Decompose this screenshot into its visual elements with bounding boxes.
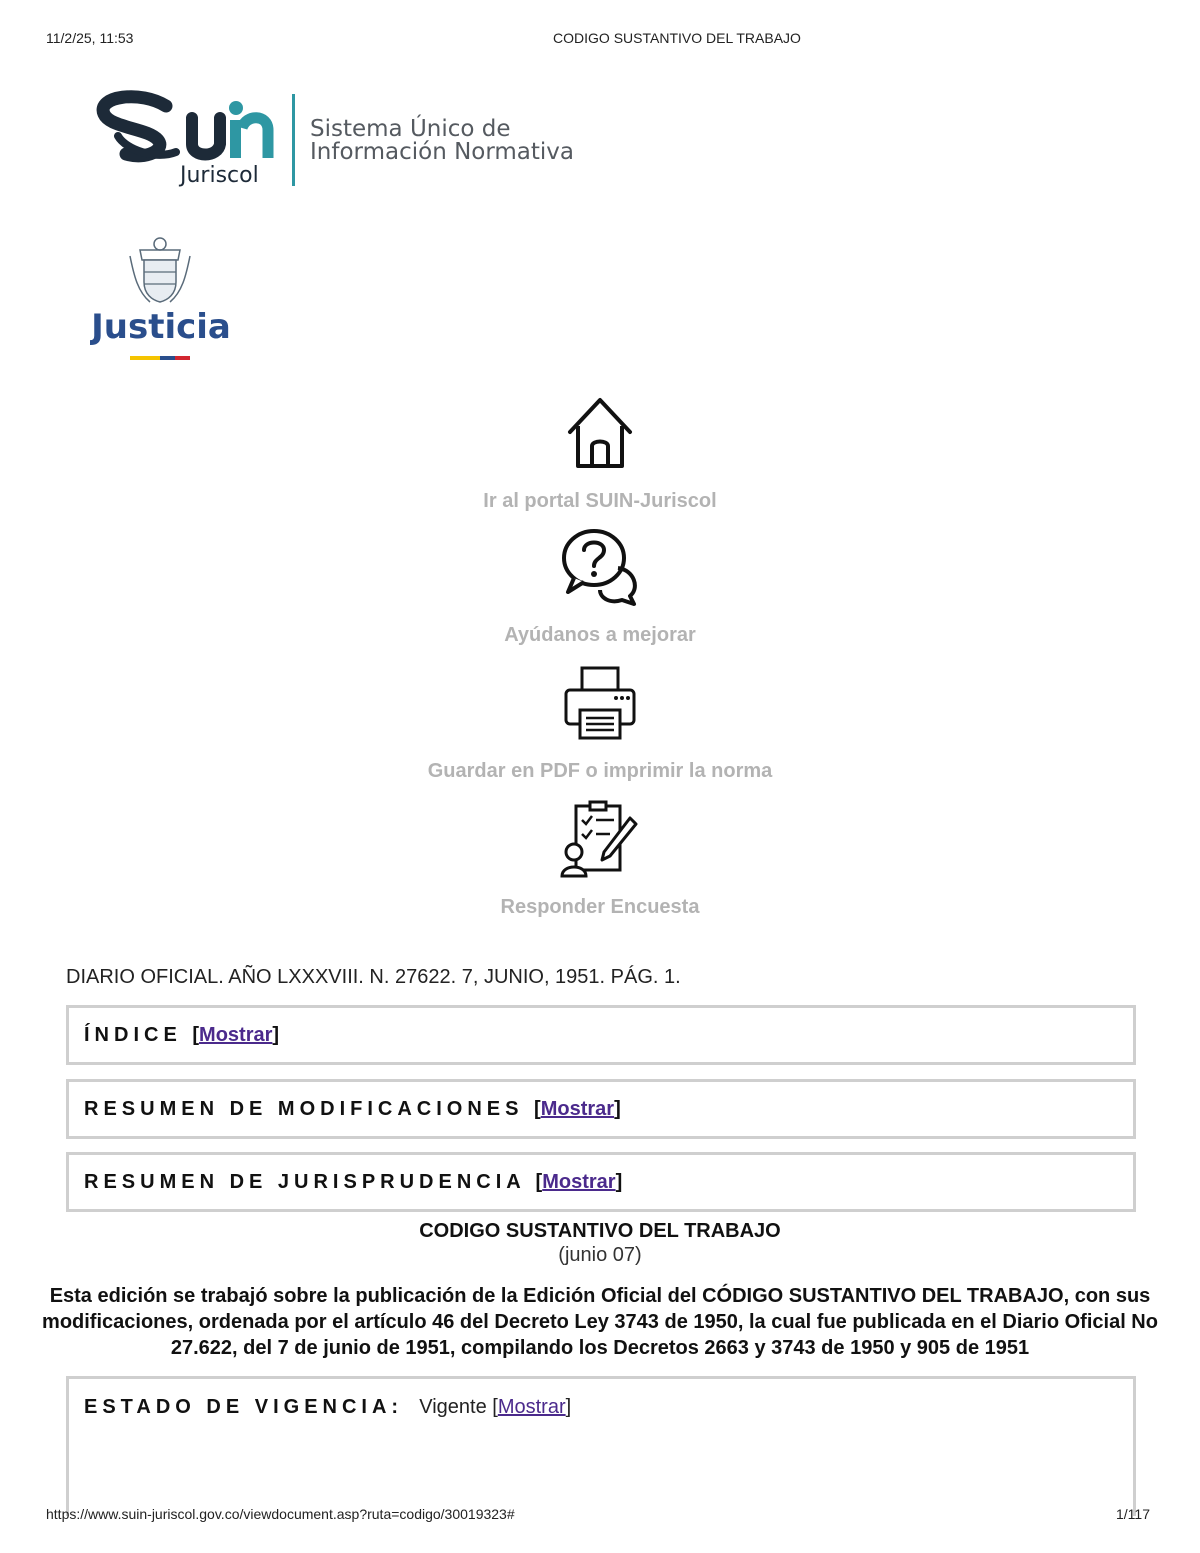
modificaciones-panel [66, 1079, 1136, 1139]
suin-tagline-1: Sistema Único de [310, 116, 511, 142]
suin-tagline-2: Información Normativa [310, 139, 575, 165]
jurisprudencia-show-toggle[interactable]: Mostrar [542, 1171, 616, 1193]
document-title: CODIGO SUSTANTIVO DEL TRABAJO [419, 1220, 781, 1242]
vigencia-panel [66, 1376, 1136, 1516]
jurisprudencia-panel [66, 1152, 1136, 1212]
print-url: https://www.suin-juriscol.gov.co/viewdocument.asp?ruta=codigo/30019323# [46, 1506, 515, 1522]
portal-action[interactable] [0, 392, 1200, 513]
help-action[interactable] [0, 528, 1200, 647]
print-link[interactable]: Guardar en PDF o imprimir la norma [427, 760, 773, 782]
print-header [46, 30, 1154, 50]
vigencia-label: ESTADO DE VIGENCIA: [84, 1396, 404, 1418]
edition-note: Esta edición se trabajó sobre la publicación de la Edición Oficial del CÓDIGO SUSTANTIVO DEL TRABAJO, con sus modificaciones, ordenada por el artículo 46 del Decreto Ley 3743 de 1950, la cual fue publicada en el Diario Oficial No 27.622, del 7 de junio de 1951, compilando los Decretos 2663 y 3743 de 1950 y 905 de 1951 [42, 1285, 1158, 1359]
indice-show-toggle[interactable]: Mostrar [199, 1024, 273, 1046]
modificaciones-title: RESUMEN DE MODIFICACIONES [Mostrar] [84, 1098, 621, 1120]
indice-panel [66, 1005, 1136, 1065]
diario-oficial-reference: DIARIO OFICIAL. AÑO LXXXVIII. N. 27622. 7, JUNIO, 1951. PÁG. 1. [66, 966, 681, 988]
help-chat-icon [560, 528, 640, 608]
jurisprudencia-title: RESUMEN DE JURISPRUDENCIA [Mostrar] [84, 1171, 623, 1193]
print-title: CODIGO SUSTANTIVO DEL TRABAJO [553, 30, 801, 46]
justicia-logo [90, 236, 232, 366]
portal-link[interactable]: Ir al portal SUIN-Juriscol [483, 490, 717, 512]
home-icon [560, 392, 640, 472]
print-action[interactable] [0, 664, 1200, 783]
justicia-wordmark: Justicia [91, 307, 231, 347]
printer-icon [560, 664, 640, 744]
print-datetime: 11/2/25, 11:53 [46, 30, 134, 46]
vigencia-status: ESTADO DE VIGENCIA: Vigente [Mostrar] [84, 1396, 572, 1418]
survey-icon [560, 800, 640, 880]
print-footer [46, 1506, 1150, 1526]
survey-action[interactable] [0, 800, 1200, 919]
survey-link[interactable]: Responder Encuesta [500, 896, 700, 918]
indice-title: ÍNDICE [Mostrar] [84, 1024, 280, 1046]
print-page-number: 1/117 [1116, 1506, 1150, 1522]
document-date: (junio 07) [558, 1244, 642, 1266]
modificaciones-show-toggle[interactable]: Mostrar [540, 1098, 615, 1120]
suin-juriscol-logo [96, 88, 586, 190]
coat-of-arms-icon [130, 238, 190, 302]
vigencia-value: Vigente [419, 1396, 487, 1418]
suin-subtext: Juriscol [180, 163, 259, 188]
help-link[interactable]: Ayúdanos a mejorar [504, 624, 696, 646]
vigencia-show-toggle[interactable]: Mostrar [497, 1396, 566, 1418]
